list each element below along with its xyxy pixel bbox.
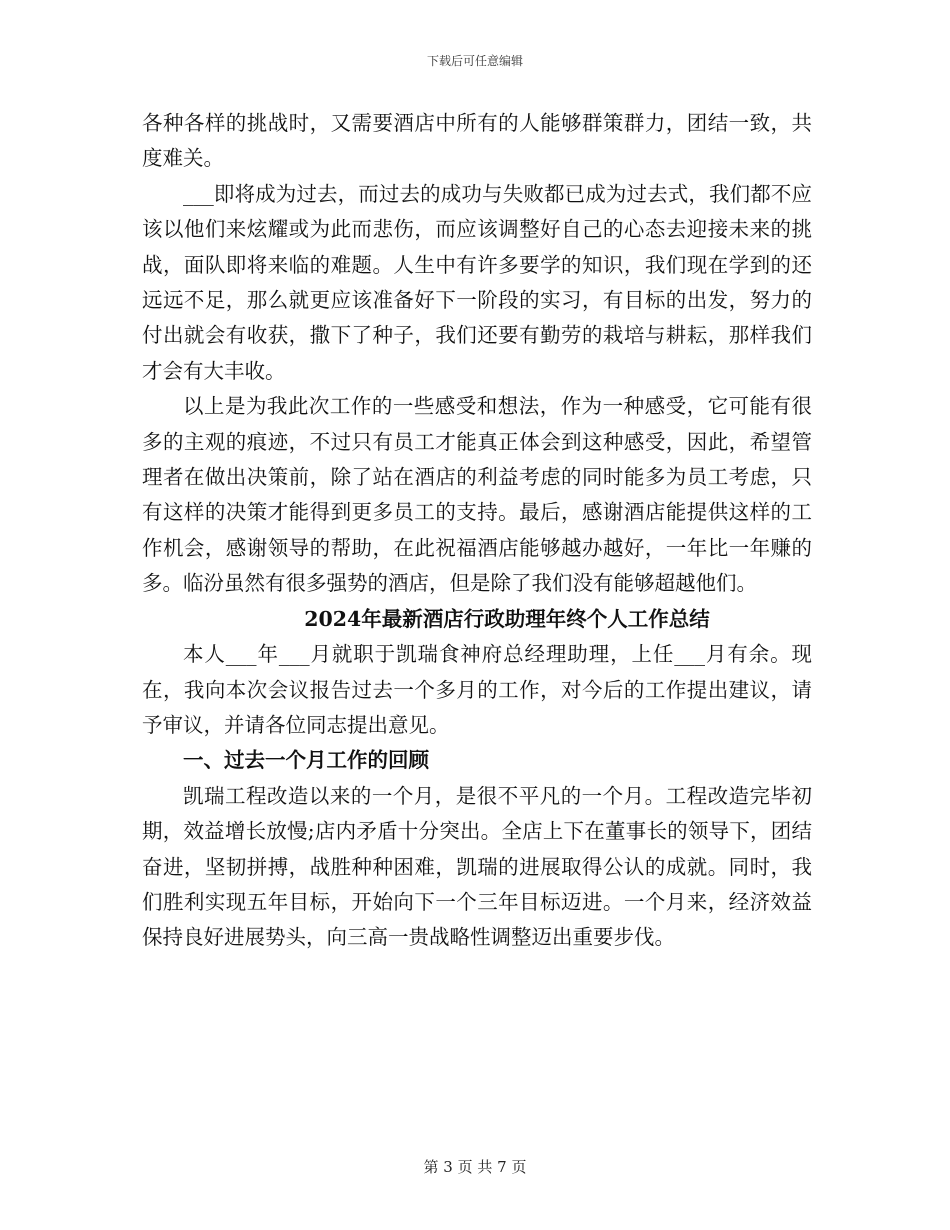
- page-number: 第 3 页 共 7 页: [423, 1158, 527, 1176]
- paragraph-past: ___即将成为过去，而过去的成功与失败都已成为过去式，我们都不应该以他们来炫耀或为此而悲伤，而应该调整好自己的心态去迎接未来的挑战，面队即将来临的难题。人生中有许多要学的知识，我们现在学到的还远远不足，那么就更应该准备好下一阶段的实习，有目标的出发，努力的付出就会有收获，撒下了种子，我们还要有勤劳的栽培与耕耘，那样我们才会有大丰收。: [142, 181, 812, 383]
- section-heading: 一、过去一个月工作的回顾: [183, 748, 429, 773]
- paragraph-continued: 各种各样的挑战时，又需要酒店中所有的人能够群策群力，团结一致，共度难关。: [142, 111, 812, 171]
- section-body: 凯瑞工程改造以来的一个月，是很不平凡的一个月。工程改造完毕初期，效益增长放慢;店内矛盾十分突出。全店上下在董事长的领导下，团结奋进，坚韧拼搏，战胜种种困难，凯瑞的进展取得公认的成就。同时，我们胜利实现五年目标，开始向下一个三年目标迈进。一个月来，经济效益保持良好进展势头，向三高一贵战略性调整迈出重要步伐。: [142, 783, 812, 950]
- article-intro: 本人___年___月就职于凯瑞食神府总经理助理，上任___月有余。现在，我向本次会议报告过去一个多月的工作，对今后的工作提出建议，请予审议，并请各位同志提出意见。: [142, 642, 812, 737]
- paragraph-conclusion: 以上是为我此次工作的一些感受和想法，作为一种感受，它可能有很多的主观的痕迹，不过只有员工才能真正体会到这种感受，因此，希望管理者在做出决策前，除了站在酒店的利益考虑的同时能多为员工考虑，只有这样的决策才能得到更多员工的支持。最后，感谢酒店能提供这样的工作机会，感谢领导的帮助，在此祝福酒店能够越办越好，一年比一年赚的多。临汾虽然有很多强势的酒店，但是除了我们没有能够超越他们。: [142, 394, 812, 596]
- document-body: [142, 106, 812, 956]
- article-title: 2024年最新酒店行政助理年终个人工作总结: [304, 606, 710, 631]
- page-header-note: 下载后可任意编辑: [426, 54, 523, 68]
